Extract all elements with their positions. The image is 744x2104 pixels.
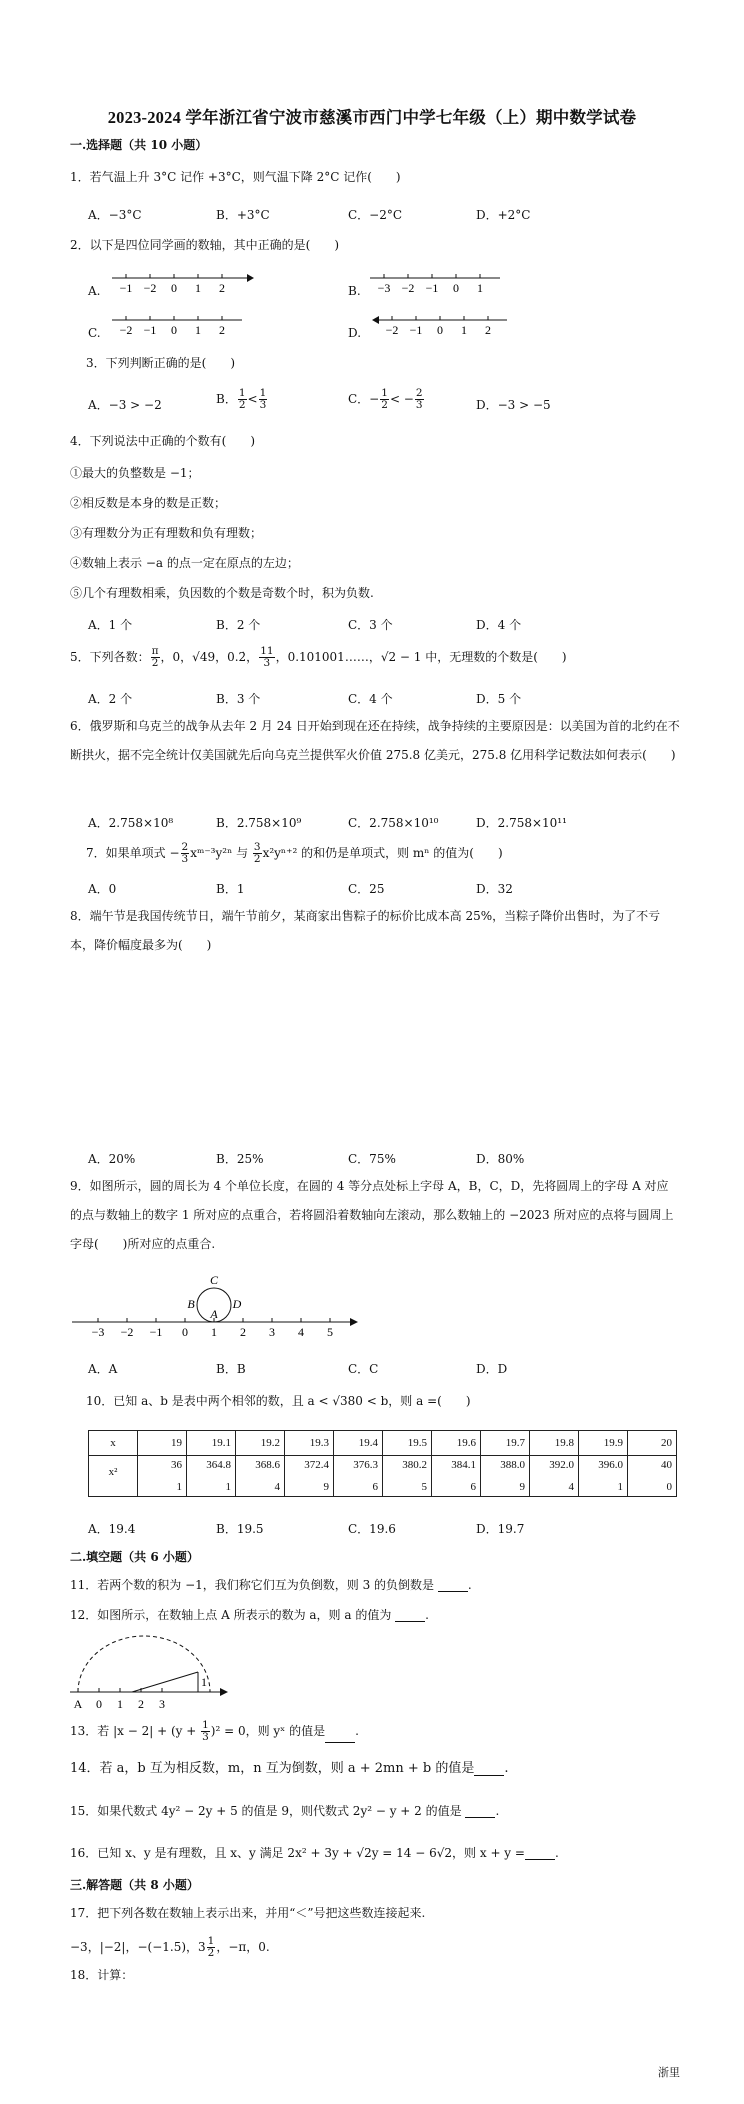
table-cell: 376.3 6 xyxy=(334,1456,383,1497)
question-13: 13．若 |x − 2| + (y + $\frac{1}{3}$ )² = 0，则 yˣ 的值是 . xyxy=(70,1719,359,1743)
q4-statement-5: ⑤几个有理数相乘，负因数的个数是奇数个时，积为负数. xyxy=(70,586,374,600)
q4-option-d: D．4 个 xyxy=(476,618,522,632)
q5-option-a: A．2 个 xyxy=(88,692,133,706)
q12-tick-label: 0 xyxy=(96,1697,102,1711)
table-cell: 392.0 4 xyxy=(530,1456,579,1497)
q2-number-line-b xyxy=(370,270,510,298)
q7-option-c: C．25 xyxy=(348,882,385,896)
q9-letter-d: D xyxy=(232,1297,242,1311)
q2c-tick-label: −2 xyxy=(119,323,133,337)
question-11: 11．若两个数的积为 −1，我们称它们互为负倒数，则 3 的负倒数是 . xyxy=(70,1578,472,1592)
q4-option-c: C．3 个 xyxy=(348,618,393,632)
table-cell: 364.8 1 xyxy=(187,1456,236,1497)
q10-option-d: D．19.7 xyxy=(476,1522,525,1536)
q2c-tick-label: −1 xyxy=(143,323,157,337)
q10-option-b: B．19.5 xyxy=(216,1522,264,1536)
table-cell: 36 1 xyxy=(138,1456,187,1497)
q9-tick-label: 2 xyxy=(240,1325,246,1339)
q12-side-label: 1 xyxy=(201,1675,207,1689)
q12-tick-label: 3 xyxy=(159,1697,165,1711)
q2-number-line-a xyxy=(112,270,252,298)
footer-mark: 浙里 xyxy=(658,2066,680,2079)
page-title: 2023-2024 学年浙江省宁波市慈溪市西门中学七年级（上）期中数学试卷 xyxy=(107,108,637,127)
q2c-tick-label: 2 xyxy=(219,323,225,337)
table-cell: 388.0 9 xyxy=(481,1456,530,1497)
question-3: 3．下列判断正确的是( ) xyxy=(86,356,235,370)
table-cell: 40 0 xyxy=(628,1456,677,1497)
q2b-tick-label: −3 xyxy=(377,281,391,295)
q3-option-a: A．−3 > −2 xyxy=(88,398,162,412)
q3-option-c: C．− $\frac{1}{2}$ < − $\frac{2}{3}$ xyxy=(348,387,423,411)
table-cell: 19.4 xyxy=(334,1431,383,1456)
q2d-tick-label: 1 xyxy=(461,323,467,337)
q6-option-d: D．2.758×10¹¹ xyxy=(476,816,567,830)
q10-option-c: C．19.6 xyxy=(348,1522,396,1536)
table-cell: 19.5 xyxy=(383,1431,432,1456)
q2-number-line-c xyxy=(112,312,252,340)
table-cell: 19.1 xyxy=(187,1431,236,1456)
table-cell: x xyxy=(89,1431,138,1456)
q9-option-a: A．A xyxy=(88,1362,118,1376)
table-cell: 19.3 xyxy=(285,1431,334,1456)
q12-tick-label: A xyxy=(73,1697,83,1711)
question-16: 16．已知 x、y 是有理数，且 x、y 满足 2x² + 3y + √2y = 14 − 6√2，则 x + y = . xyxy=(70,1846,559,1860)
q9-tick-label: 0 xyxy=(182,1325,188,1339)
q2d-tick-label: −1 xyxy=(409,323,423,337)
q8-option-c: C．75% xyxy=(348,1152,396,1166)
question-12: 12．如图所示，在数轴上点 A 所表示的数为 a，则 a 的值为 . xyxy=(70,1608,429,1622)
q1-option-a: A．−3°C xyxy=(88,208,142,222)
q9-option-c: C．C xyxy=(348,1362,379,1376)
q9-tick-label: 1 xyxy=(211,1325,217,1339)
q4-option-b: B．2 个 xyxy=(216,618,261,632)
q4-statement-4: ④数轴上表示 −a 的点一定在原点的左边； xyxy=(70,556,299,570)
section-fill-heading: 二.填空题（共 6 小题） xyxy=(70,1550,199,1564)
q7-option-d: D．32 xyxy=(476,882,513,896)
q8-option-d: D．80% xyxy=(476,1152,525,1166)
table-cell: 396.0 1 xyxy=(579,1456,628,1497)
q2d-tick-label: −2 xyxy=(385,323,399,337)
q12-figure xyxy=(70,1636,230,1712)
table-cell: 380.2 5 xyxy=(383,1456,432,1497)
table-row-x2 xyxy=(89,1456,677,1497)
q7-option-b: B．1 xyxy=(216,882,245,896)
q12-tick-label: 1 xyxy=(117,1697,123,1711)
q8-option-b: B．25% xyxy=(216,1152,264,1166)
q5-option-c: C．4 个 xyxy=(348,692,393,706)
q8-option-a: A．20% xyxy=(88,1152,136,1166)
q9-tick-label: −1 xyxy=(149,1325,163,1339)
q5-option-b: B．3 个 xyxy=(216,692,261,706)
table-cell: x² xyxy=(89,1456,138,1497)
table-cell: 19.6 xyxy=(432,1431,481,1456)
q1-option-c: C．−2°C xyxy=(348,208,403,222)
q6-option-a: A．2.758×10⁸ xyxy=(88,816,174,830)
table-cell: 372.4 9 xyxy=(285,1456,334,1497)
table-cell: 19 xyxy=(138,1431,187,1456)
q2b-tick-label: −1 xyxy=(425,281,439,295)
q5-option-d: D．5 个 xyxy=(476,692,522,706)
table-cell: 368.6 4 xyxy=(236,1456,285,1497)
question-9: 9．如图所示，圆的周长为 4 个单位长度，在圆的 4 等分点处标上字母 A，B，C，D，先将圆周上的字母 A 对应的点与数轴上的数字 1 所对应的点重合，若将圆沿着数轴向左滚动，那么数轴上的 −2023 所对应的点将与圆周上字母( )所对应的点重合. xyxy=(70,1179,674,1251)
q9-tick-label: 5 xyxy=(327,1325,333,1339)
question-17-numbers: −3，|−2|，−(−1.5)，3 $\frac{1}{2}$ ，−π，0. xyxy=(70,1935,270,1959)
q6-option-b: B．2.758×10⁹ xyxy=(216,816,302,830)
q3-option-d: D．−3 > −5 xyxy=(476,398,551,412)
q2-label-c: C. xyxy=(88,326,101,340)
square-table xyxy=(88,1430,677,1497)
q9-circle-number-line xyxy=(72,1274,362,1338)
table-row-x xyxy=(89,1431,677,1456)
q2b-tick-label: −2 xyxy=(401,281,415,295)
q2a-tick-label: −2 xyxy=(143,281,157,295)
q6-option-c: C．2.758×10¹⁰ xyxy=(348,816,439,830)
q7-option-a: A．0 xyxy=(88,882,117,896)
q2d-tick-label: 2 xyxy=(485,323,491,337)
q2c-tick-label: 1 xyxy=(195,323,201,337)
question-10: 10．已知 a、b 是表中两个相邻的数，且 a < √380 < b，则 a =( ) xyxy=(86,1394,471,1408)
q2b-tick-label: 1 xyxy=(477,281,483,295)
question-17: 17．把下列各数在数轴上表示出来，并用“＜”号把这些数连接起来. xyxy=(70,1906,426,1920)
q10-option-a: A．19.4 xyxy=(88,1522,136,1536)
table-cell: 19.7 xyxy=(481,1431,530,1456)
table-cell: 384.1 6 xyxy=(432,1456,481,1497)
q9-option-b: B．B xyxy=(216,1362,246,1376)
q9-tick-label: 3 xyxy=(269,1325,275,1339)
table-cell: 19.2 xyxy=(236,1431,285,1456)
q2a-tick-label: −1 xyxy=(119,281,133,295)
q2-number-line-d xyxy=(372,312,512,340)
q9-letter-a: A xyxy=(210,1307,218,1321)
q9-option-d: D．D xyxy=(476,1362,508,1376)
question-1: 1．若气温上升 3°C 记作 +3°C，则气温下降 2°C 记作( ) xyxy=(70,170,401,184)
question-14: 14．若 a，b 互为相反数，m，n 互为倒数，则 a + 2mn + b 的值是 . xyxy=(70,1761,509,1776)
question-5: 5．下列各数： $\frac{\pi}{2}$ ，0，√49，0.2̇， $\frac{11}{3}$ ，0.101001……，√2 − 1 中，无理数的个数是( ) xyxy=(70,645,567,669)
section-solve-heading: 三.解答题（共 8 小题） xyxy=(70,1878,199,1892)
q2-label-a: A. xyxy=(88,284,101,298)
q2c-tick-label: 0 xyxy=(171,323,177,337)
question-15: 15．如果代数式 4y² − 2y + 5 的值是 9，则代数式 2y² − y + 2 的值是 . xyxy=(70,1804,500,1818)
question-4: 4．下列说法中正确的个数有( ) xyxy=(70,434,255,448)
q2b-tick-label: 0 xyxy=(453,281,459,295)
q2-label-d: D. xyxy=(348,326,362,340)
q4-statement-2: ②相反数是本身的数是正数； xyxy=(70,496,227,510)
question-6: 6．俄罗斯和乌克兰的战争从去年 2 月 24 日开始到现在还在持续，战争持续的主要原因是：以美国为首的北约在不断拱火，据不完全统计仅美国就先后向乌克兰提供军火价值 275.8 亿美元，275.8 亿用科学记数法如何表示( ) xyxy=(70,719,680,762)
q9-tick-label: −3 xyxy=(91,1325,105,1339)
table-cell: 19.9 xyxy=(579,1431,628,1456)
question-8: 8．端午节是我国传统节日，端午节前夕，某商家出售粽子的标价比成本高 25%，当粽子降价出售时，为了不亏本，降价幅度最多为( ) xyxy=(70,909,661,952)
q9-tick-label: 4 xyxy=(298,1325,304,1339)
question-7: 7．如果单项式 − $\frac{2}{3}$ xᵐ⁻³y²ⁿ 与 $\frac{3}{2}$ x²yⁿ⁺² 的和仍是单项式，则 mⁿ 的值为( ) xyxy=(86,841,503,865)
q2a-tick-label: 2 xyxy=(219,281,225,295)
q2a-tick-label: 1 xyxy=(195,281,201,295)
q4-option-a: A．1 个 xyxy=(88,618,133,632)
table-cell: 20 xyxy=(628,1431,677,1456)
q2a-tick-label: 0 xyxy=(171,281,177,295)
q2a-ticks xyxy=(120,274,225,295)
q3-option-b: B． $\frac{1}{2}$ < $\frac{1}{3}$ xyxy=(216,387,267,411)
question-18: 18．计算： xyxy=(70,1968,134,1982)
section-choice-heading: 一.选择题（共 10 小题） xyxy=(70,138,208,152)
question-2: 2．以下是四位同学画的数轴，其中正确的是( ) xyxy=(70,238,339,252)
q12-tick-label: 2 xyxy=(138,1697,144,1711)
q2-label-b: B. xyxy=(348,284,361,298)
q4-statement-3: ③有理数分为正有理数和负有理数； xyxy=(70,526,263,540)
q4-statement-1: ①最大的负整数是 −1； xyxy=(70,466,200,480)
q1-option-d: D．+2°C xyxy=(476,208,531,222)
q1-option-b: B．+3°C xyxy=(216,208,270,222)
table-cell: 19.8 xyxy=(530,1431,579,1456)
q9-tick-label: −2 xyxy=(120,1325,134,1339)
q9-letter-c: C xyxy=(209,1273,219,1287)
q2d-tick-label: 0 xyxy=(437,323,443,337)
q9-letter-b: B xyxy=(187,1297,195,1311)
